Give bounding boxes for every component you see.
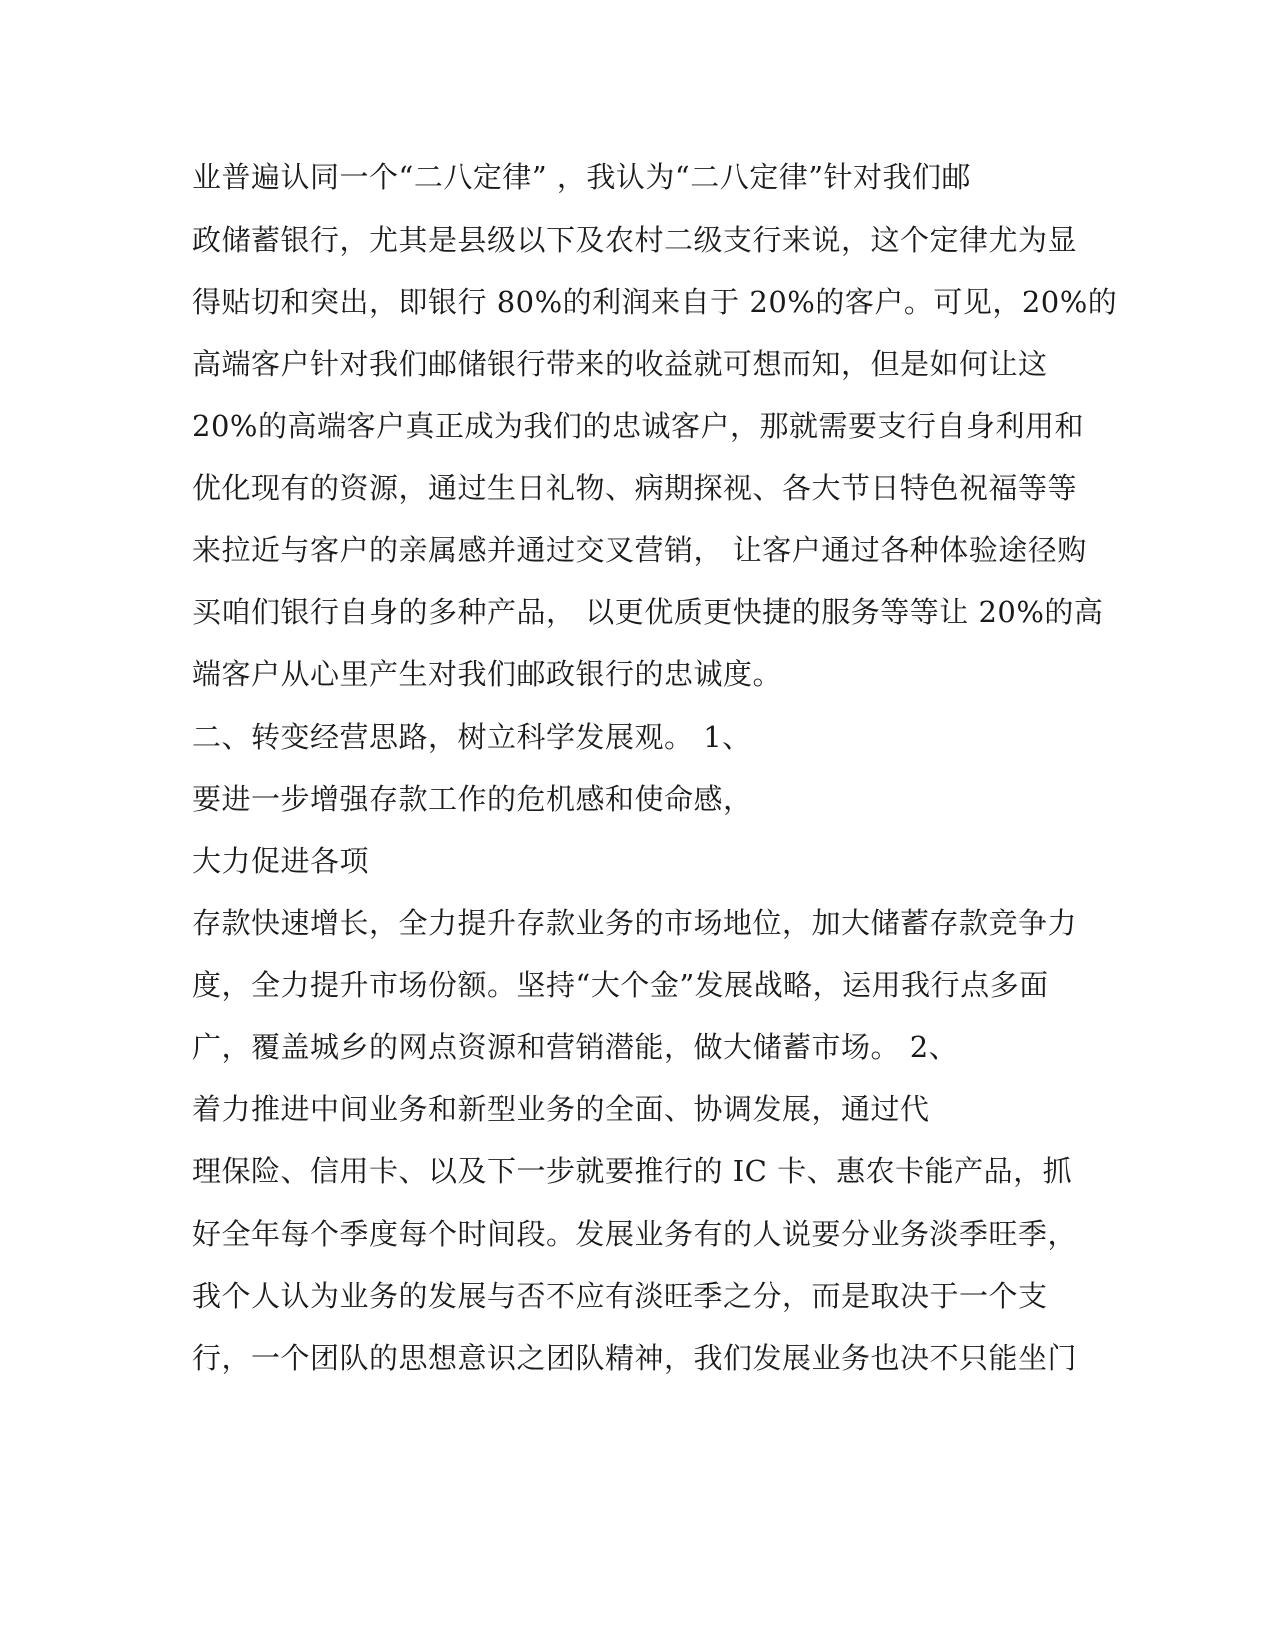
text-line: 买咱们银行自身的多种产品， 以更优质更快捷的服务等等让 20%的高 — [192, 595, 1104, 629]
text-line: 我个人认为业务的发展与否不应有淡旺季之分，而是取决于一个支 — [192, 1279, 1048, 1313]
text-line: 理保险、信用卡、以及下一步就要推行的 IC 卡、惠农卡能产品，抓 — [192, 1154, 1073, 1188]
text-line: 广，覆盖城乡的网点资源和营销潜能，做大储蓄市场。 2、 — [192, 1030, 959, 1064]
text-line: 优化现有的资源，通过生日礼物、病期探视、各大节日特色祝福等等 — [192, 471, 1078, 505]
text-line: 着力推进中间业务和新型业务的全面、协调发展，通过代 — [192, 1092, 930, 1126]
text-line: 好全年每个季度每个时间段。发展业务有的人说要分业务淡季旺季， — [192, 1217, 1078, 1251]
section-heading: 二、转变经营思路，树立科学发展观。 1、 — [192, 720, 752, 754]
text-line: 高端客户针对我们邮储银行带来的收益就可想而知，但是如何让这 — [192, 347, 1048, 381]
text-line: 来拉近与客户的亲属感并通过交叉营销， 让客户通过各种体验途径购 — [192, 533, 1087, 567]
text-line: 端客户从心里产生对我们邮政银行的忠诚度。 — [192, 657, 783, 691]
text-line: 得贴切和突出，即银行 80%的利润来自于 20%的客户。可见，20%的 — [192, 285, 1118, 319]
text-line: 业普遍认同一个“二八定律” ，我认为“二八定律”针对我们邮 — [192, 160, 972, 194]
text-line: 大力促进各项 — [192, 844, 370, 878]
text-line: 度，全力提升市场份额。坚持“大个金”发展战略，运用我行点多面 — [192, 968, 1049, 1002]
text-line: 要进一步增强存款工作的危机感和使命感， — [192, 782, 753, 816]
text-line: 存款快速增长，全力提升存款业务的市场地位，加大储蓄存款竞争力 — [192, 906, 1078, 940]
text-line: 政储蓄银行，尤其是县级以下及农村二级支行来说，这个定律尤为显 — [192, 223, 1078, 257]
text-line: 20%的高端客户真正成为我们的忠诚客户，那就需要支行自身利用和 — [192, 409, 1084, 443]
text-line: 行，一个团队的思想意识之团队精神，我们发展业务也决不只能坐门 — [192, 1341, 1078, 1375]
